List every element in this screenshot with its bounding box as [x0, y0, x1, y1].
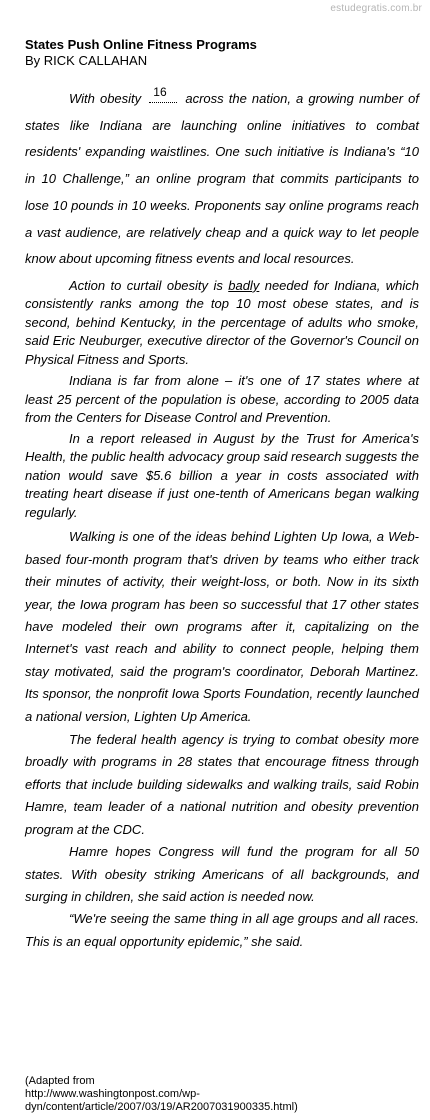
source-line-1: (Adapted from — [25, 1075, 95, 1087]
source-line-2: http://www.washingtonpost.com/wp- — [25, 1088, 200, 1100]
paragraph-6: The federal health agency is trying to combat obesity more broadly with programs in 28 states that encourage fitness through efforts that include building sidewalks and walking trails, said Robin Hamre, team leader of a national nutrition and obesity prevention program at the CDC. — [25, 732, 419, 837]
paragraph-1-start: With obesity — [69, 91, 142, 106]
article-body — [25, 86, 419, 953]
source-line-3: dyn/content/article/2007/03/19/AR2007031900335.html) — [25, 1101, 298, 1113]
watermark: estudegratis.com.br — [330, 3, 422, 14]
paragraph-7: Hamre hopes Congress will fund the program for all 50 states. With obesity striking Americans of all backgrounds, and surging in children, she said action is needed now. — [25, 844, 419, 904]
article-header — [25, 37, 420, 69]
paragraph-5: Walking is one of the ideas behind Lighten Up Iowa, a Web-based four-month program that's driven by teams who either track their minutes of activity, their weight-loss, or both. Now in its sixth year, the Iowa program has been so successful that 17 other states have modeled their own programs after it, capitalizing on the Internet's vast reach and ability to connect people, helping them stay motivated, said the program's coordinator, Deborah Martinez. Its sponsor, the nonprofit Iowa Sports Foundation, recently launched a national version, Lighten Up America. — [25, 529, 419, 724]
paragraph-2-rest: needed for Indiana, which consistently ranks among the top 10 most obese states, and is second, behind Kentucky, in the percentage of adults who smoke, said Eric Neuburger, executive director of the Governor's Council on Physical Fitness and Sports. — [25, 277, 419, 367]
source-citation — [25, 1075, 420, 1114]
paragraph-4: In a report released in August by the Trust for America's Health, the public health advocacy group said research suggests the nation would save $5.6 billion a year in costs associated with treating heart disease if just one-tenth of Americans began walking regularly. — [25, 430, 419, 520]
underlined-word: badly — [228, 277, 260, 293]
paragraph-3: Indiana is far from alone – it's one of 17 states where at least 25 percent of the population is obese, according to 2005 data from the Centers for Disease Control and Prevention. — [25, 373, 419, 426]
blank-number: 16 — [153, 85, 167, 99]
article-byline: By RICK CALLAHAN — [25, 53, 148, 68]
article-title: States Push Online Fitness Programs — [25, 37, 257, 52]
paragraph-1 — [25, 86, 419, 273]
paragraph-2-start: Action to curtail obesity is — [69, 277, 223, 293]
paragraph-1-rest: across the nation, a growing number of states like Indiana are launching online initiatives to combat residents' expanding waistlines. One such initiative is Indiana's “10 in 10 Challenge,” an online program that commits participants to lose 10 pounds in 10 weeks. Proponents say online programs reach a vast audience, are relatively cheap and a quick way to let people know about upcoming fitness events and local resources. — [25, 91, 419, 267]
paragraph-8: “We're seeing the same thing in all age groups and all races. This is an equal opportunity epidemic,” she said. — [25, 911, 419, 949]
paragraph-2 — [25, 277, 419, 370]
blank-16[interactable] — [149, 85, 177, 103]
